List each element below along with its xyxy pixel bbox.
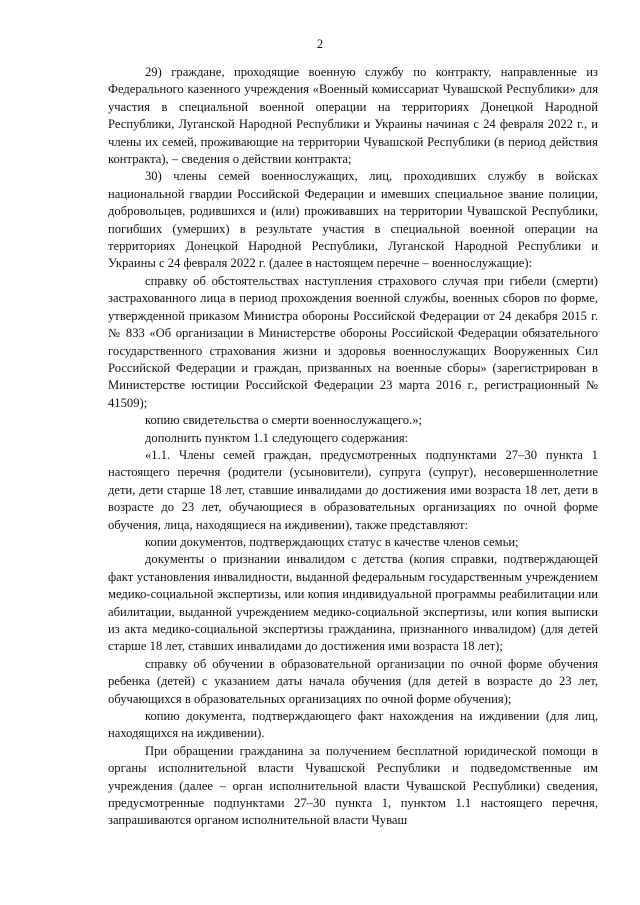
paragraph-point-1-1: «1.1. Члены семей граждан, предусмотренных подпунктами 27–30 пункта 1 настоящего перечня (родители (усыновители), супруга (супруг), несовершеннолетние дети, дети старше 18 лет, ставшие инвалидами до достижения ими возраста 18 лет, дети в возрасте до 23 лет, обучающиеся в образовательных организациях по очной форме обучения, лица, находящиеся на иждивении), также представляют:: [108, 447, 598, 532]
page-number: 2: [316, 37, 324, 51]
paragraph-item-30: 30) члены семей военнослужащих, лиц, проходивших службу в войсках национальной гвардии Российской Федерации и имевших специальное звание полиции, добровольцев, родившихся и (или) проживавших на территории Чувашской Республики, погибших (умерших) в результате участия в специальной военной операции на территориях Донецкой Народной Республики, Луганской Народной Республики и Украины с 24 февраля 2022 г. (далее в настоящем перечне – военнослужащие):: [108, 169, 598, 271]
paragraph-item-29: 29) граждане, проходящие военную службу по контракту, направленные из Федерального казенного учреждения «Военный комиссариат Чувашской Республики» для участия в специальной военной операции на территориях Донецкой Народной Республики, Луганской Народной Республики и Украины начиная с 24 февраля 2022 г., и члены их семей, проживающие на территории Чувашской Республики (в период действия контракта), – сведения о действии контракта;: [108, 65, 598, 167]
paragraph-add-point: дополнить пунктом 1.1 следующего содержания:: [145, 430, 409, 445]
paragraph-legal-aid-request: При обращении гражданина за получением бесплатной юридической помощи в органы исполнительной власти Чувашской Республики и подведомственные им учреждения (далее – орган исполнительной власти Чувашской Республики) сведения, предусмотренные подпунктами 27–30 пункта 1, пунктом 1.1 настоящего перечня, запрашиваются органом исполнительной власти Чуваш: [108, 743, 598, 828]
paragraph-education-certificate: справку об обучении в образовательной организации по очной форме обучения ребенка (детей) с указанием даты начала обучения (для детей в возрасте до 23 лет, обучающихся в образовательных организациях по очной форме обучения);: [108, 656, 598, 706]
paragraph-dependency-document: копию документа, подтверждающего факт нахождения на иждивении (для лиц, находящихся на иждивении).: [108, 709, 598, 741]
paragraph-disability-documents: документы о признании инвалидом с детства (копия справки, подтверждающей факт установления инвалидности, выданной федеральным государственным учреждением медико-социальной экспертизы, или копия индивидуальной программы реабилитации или абилитации, выданной учреждением медико-социальной экспертизы, или копия выписки из акта медико-социальной экспертизы гражданина, признанного инвалидом) (для детей старше 18 лет, ставших инвалидами до достижения ими возраста 18 лет);: [108, 552, 598, 654]
paragraph-certificate-insurance: справку об обстоятельствах наступления страхового случая при гибели (смерти) застрахованного лица в период прохождения военной службы, военных сборов по форме, утвержденной приказом Министра обороны Российской Федерации от 24 декабря 2015 г. № 833 «Об организации в Министерстве обороны Российской Федерации обязательного государственного страхования жизни и здоровья военнослужащих Вооруженных Сил Российской Федерации и граждан, призванных на военные сборы» (зарегистрирован в Министерстве юстиции Российской Федерации 23 марта 2016 г., регистрационный № 41509);: [108, 273, 598, 410]
paragraph-death-certificate: копию свидетельства о смерти военнослужащего.»;: [145, 413, 423, 428]
paragraph-family-status: копии документов, подтверждающих статус в качестве членов семьи;: [145, 534, 519, 549]
document-body: [108, 64, 598, 830]
